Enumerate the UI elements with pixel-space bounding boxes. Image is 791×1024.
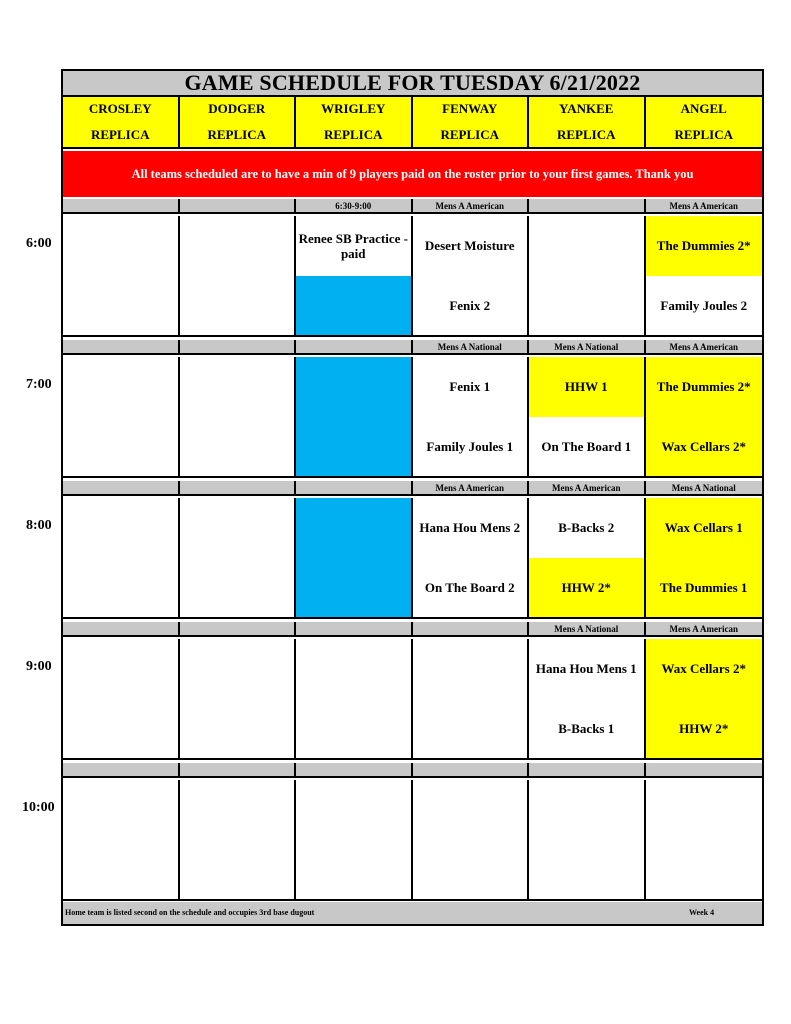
division-label: [413, 622, 530, 637]
away-team: The Dummies 2*: [646, 357, 763, 417]
game-cell: [646, 639, 763, 760]
home-team: On The Board 2: [424, 579, 515, 595]
division-label: Mens A American: [646, 340, 763, 355]
division-label: [180, 763, 297, 778]
away-team: [180, 498, 295, 558]
division-label: [529, 199, 646, 214]
home-team: [63, 558, 178, 618]
field-header-crosley: [63, 97, 180, 149]
away-team: [296, 780, 411, 840]
home-team: [296, 417, 411, 477]
division-label: Mens A American: [646, 199, 763, 214]
game-cell: [413, 639, 530, 760]
home-team: [180, 558, 295, 618]
home-team: B-Backs 1: [558, 720, 615, 736]
division-label: [180, 340, 297, 355]
notice-text: All teams scheduled are to have a min of 9 players paid on the roster prior to your first games. Thank you: [63, 151, 762, 197]
home-team: [413, 840, 528, 900]
home-team: HHW 2*: [646, 699, 763, 759]
game-cell: [529, 357, 646, 478]
game-cell: [413, 216, 530, 337]
field-name: ANGEL: [680, 101, 727, 116]
game-cell: [296, 357, 413, 478]
field-name: DODGER: [208, 101, 266, 116]
home-team: Fenix 2: [449, 297, 491, 313]
division-label: [413, 763, 530, 778]
home-team: [63, 417, 178, 477]
home-team: [296, 840, 411, 900]
division-row: [63, 622, 762, 637]
field-header-dodger: [180, 97, 297, 149]
away-team: [63, 780, 178, 840]
game-cell: [529, 216, 646, 337]
division-label: Mens A American: [413, 481, 530, 496]
home-team: [180, 699, 295, 759]
field-name: CROSLEY: [88, 101, 152, 116]
away-team: The Dummies 2*: [646, 216, 763, 276]
away-team: [180, 216, 295, 276]
division-label: [646, 763, 763, 778]
away-team: [296, 357, 411, 417]
home-team: [529, 840, 644, 900]
away-team: [413, 780, 528, 840]
time-slot-row: [63, 780, 762, 901]
time-slot-row: [63, 498, 762, 619]
division-label: [63, 199, 180, 214]
home-team: Family Joules 2: [660, 297, 748, 313]
time-slot-row: [63, 357, 762, 478]
game-cell: [529, 780, 646, 901]
game-cell: [296, 780, 413, 901]
home-team: [180, 417, 295, 477]
schedule-sheet: [61, 69, 764, 926]
time-label: 6:00: [26, 236, 52, 251]
division-label: 6:30-9:00: [296, 199, 413, 214]
division-label: [296, 763, 413, 778]
game-cell: [63, 498, 180, 619]
game-cell: [180, 498, 297, 619]
field-header-row: [63, 97, 762, 149]
away-team: [180, 780, 295, 840]
title-bar: [63, 71, 762, 97]
away-team: [296, 639, 411, 699]
division-label: [63, 763, 180, 778]
game-cell: [63, 357, 180, 478]
division-label: [180, 199, 297, 214]
game-cell: [180, 357, 297, 478]
game-cell: [296, 639, 413, 760]
division-label: [180, 481, 297, 496]
division-label: [296, 481, 413, 496]
time-label: 9:00: [26, 659, 52, 674]
field-name: YANKEE: [559, 101, 614, 116]
game-cell: [180, 780, 297, 901]
field-header-angel: [646, 97, 763, 149]
field-header-yankee: [529, 97, 646, 149]
away-team: HHW 1: [529, 357, 644, 417]
page-title: GAME SCHEDULE FOR TUESDAY 6/21/2022: [184, 71, 641, 95]
game-cell: [529, 498, 646, 619]
away-team: [529, 216, 644, 276]
division-label: [63, 481, 180, 496]
game-cell: [63, 639, 180, 760]
division-label: [180, 622, 297, 637]
time-label: 8:00: [26, 518, 52, 533]
away-team: Hana Hou Mens 1: [535, 661, 637, 677]
division-row: [63, 340, 762, 355]
away-team: [63, 498, 178, 558]
division-row: [63, 199, 762, 214]
home-team: [63, 840, 178, 900]
home-team: [180, 276, 295, 336]
home-team: [413, 699, 528, 759]
field-subtitle: REPLICA: [90, 127, 150, 142]
away-team: [63, 357, 178, 417]
division-label: [63, 622, 180, 637]
home-team: [646, 840, 763, 900]
home-team: Family Joules 1: [426, 438, 514, 454]
home-team: The Dummies 1: [646, 558, 763, 618]
time-label: 7:00: [26, 377, 52, 392]
division-label: [296, 622, 413, 637]
game-cell: [646, 498, 763, 619]
away-team: [63, 216, 178, 276]
division-label: Mens A American: [646, 622, 763, 637]
away-team: Wax Cellars 2*: [646, 639, 763, 699]
footer-bar: [63, 902, 762, 924]
away-team: [529, 780, 644, 840]
field-header-wrigley: [296, 97, 413, 149]
field-subtitle: REPLICA: [323, 127, 383, 142]
home-team: [296, 699, 411, 759]
game-cell: [646, 780, 763, 901]
game-cell: [63, 216, 180, 337]
away-team: Wax Cellars 1: [646, 498, 763, 558]
time-slot-row: [63, 639, 762, 760]
field-header-fenway: [413, 97, 530, 149]
home-team: On The Board 1: [541, 438, 632, 454]
home-team: [63, 699, 178, 759]
game-cell: [646, 357, 763, 478]
field-subtitle: REPLICA: [556, 127, 616, 142]
division-row: [63, 481, 762, 496]
home-team: [296, 276, 411, 336]
division-label: [63, 340, 180, 355]
division-label: Mens A American: [529, 481, 646, 496]
field-name: FENWAY: [442, 101, 498, 116]
away-team: [413, 639, 528, 699]
away-team: Hana Hou Mens 2: [419, 520, 521, 536]
game-cell: [529, 639, 646, 760]
home-team: Wax Cellars 2*: [646, 417, 763, 477]
home-team: [529, 276, 644, 336]
field-name: WRIGLEY: [321, 101, 386, 116]
away-team: [646, 780, 763, 840]
division-label: [296, 340, 413, 355]
away-team: [63, 639, 178, 699]
footer-note: Home team is listed second on the schedule and occupies 3rd base dugout: [65, 908, 315, 917]
game-cell: [646, 216, 763, 337]
home-team: HHW 2*: [529, 558, 644, 618]
time-label: 10:00: [22, 800, 55, 815]
game-cell: [63, 780, 180, 901]
field-subtitle: REPLICA: [207, 127, 266, 142]
home-team: [180, 840, 295, 900]
game-cell: [413, 498, 530, 619]
notice-bar: [63, 151, 762, 197]
away-team: Desert Moisture: [424, 238, 515, 254]
game-cell: [413, 780, 530, 901]
division-label: Mens A American: [413, 199, 530, 214]
division-label: Mens A National: [413, 340, 530, 355]
home-team: [296, 558, 411, 618]
home-team: [63, 276, 178, 336]
game-cell: [180, 639, 297, 760]
footer-week: Week 4: [689, 908, 715, 917]
time-slot-row: [63, 216, 762, 337]
away-team: Fenix 1: [449, 379, 491, 395]
division-label: [529, 763, 646, 778]
away-team: Renee SB Practice - paid: [298, 230, 408, 261]
away-team: [180, 639, 295, 699]
division-row: [63, 763, 762, 778]
field-subtitle: REPLICA: [674, 127, 733, 142]
game-cell: [413, 357, 530, 478]
division-label: Mens A National: [646, 481, 763, 496]
away-team: B-Backs 2: [558, 520, 615, 536]
game-cell: [296, 216, 413, 337]
field-subtitle: REPLICA: [440, 127, 499, 142]
division-label: Mens A National: [529, 340, 646, 355]
game-cell: [180, 216, 297, 337]
game-cell: [296, 498, 413, 619]
away-team: [180, 357, 295, 417]
division-label: Mens A National: [529, 622, 646, 637]
away-team: [296, 498, 411, 558]
